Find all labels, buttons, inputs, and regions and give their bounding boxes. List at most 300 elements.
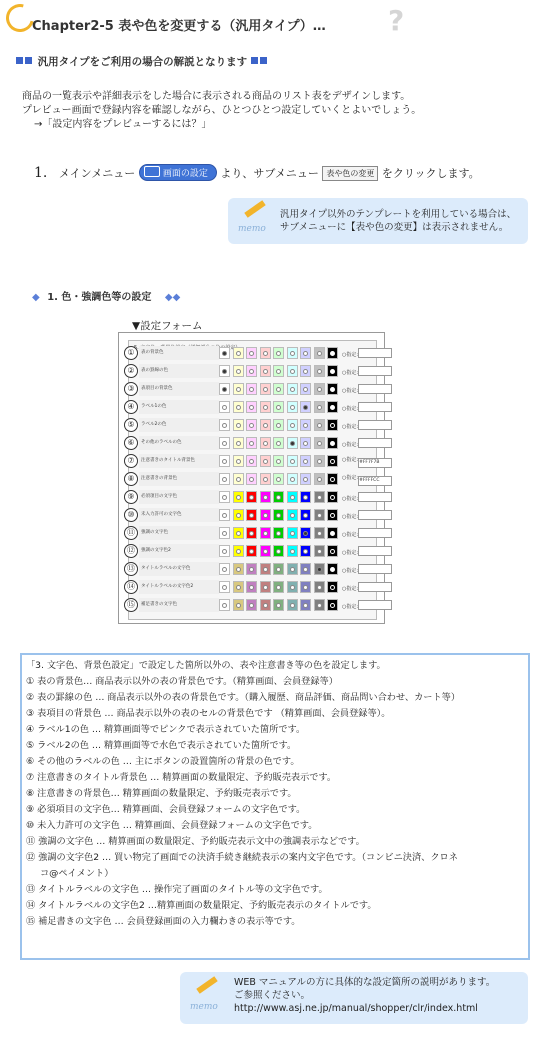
color-swatch-radio[interactable] — [287, 581, 298, 593]
radio-dot-icon — [317, 495, 322, 500]
color-swatch-radio[interactable] — [314, 383, 325, 395]
color-swatch-radio[interactable] — [246, 545, 257, 557]
row-number: ④ — [124, 400, 138, 414]
color-swatch-radio[interactable] — [300, 491, 311, 503]
radio-dot-icon — [330, 603, 335, 608]
radio-dot-icon — [290, 387, 295, 392]
color-swatch-radio[interactable] — [260, 473, 271, 485]
color-swatch-radio[interactable] — [327, 599, 338, 611]
color-swatch-radio[interactable] — [219, 545, 230, 557]
color-swatch-radio[interactable] — [246, 527, 257, 539]
color-swatch-radio[interactable] — [273, 563, 284, 575]
specify-radio-icon[interactable]: ○ — [342, 514, 347, 520]
row-label: ラベル2の色 — [139, 418, 219, 432]
radio-dot-icon — [263, 351, 268, 356]
radio-dot-icon — [290, 603, 295, 608]
memo-text — [280, 208, 516, 234]
color-swatch-radio[interactable] — [327, 581, 338, 593]
color-swatch-radio[interactable] — [287, 545, 298, 557]
color-swatch-radio[interactable] — [327, 527, 338, 539]
color-swatch-radio[interactable] — [287, 509, 298, 521]
radio-dot-icon — [303, 387, 308, 392]
subtitle-text: 汎用タイプをご利用の場合の解説となります — [37, 56, 248, 68]
specify-color-option[interactable] — [342, 564, 392, 574]
color-swatch-radio[interactable] — [273, 455, 284, 467]
memo-line: 汎用タイプ以外のテンプレートを利用している場合は、 — [280, 209, 517, 220]
row-number: ⑭ — [124, 580, 138, 594]
color-code-input[interactable] — [358, 546, 392, 556]
color-swatch-radio[interactable] — [219, 383, 230, 395]
memo-line: サブメニューに【表や色の変更】は表示されません。 — [280, 222, 509, 233]
radio-dot-icon — [330, 405, 335, 410]
row-number: ⑦ — [124, 454, 138, 468]
square-bullet-icon — [16, 57, 23, 64]
color-swatch-radio[interactable] — [233, 455, 244, 467]
square-bullet-icon — [260, 57, 267, 64]
color-setting-row — [127, 526, 385, 541]
color-swatch-radio[interactable] — [327, 365, 338, 377]
pencil-icon — [244, 200, 265, 218]
color-code-input[interactable] — [358, 384, 392, 394]
radio-dot-icon — [222, 585, 227, 590]
color-swatch-radio[interactable] — [260, 491, 271, 503]
color-swatch-radio[interactable] — [246, 581, 257, 593]
color-swatch-radio[interactable] — [314, 419, 325, 431]
color-swatch-radio[interactable] — [219, 419, 230, 431]
color-swatch-radio[interactable] — [300, 347, 311, 359]
radio-dot-icon — [263, 423, 268, 428]
color-swatch-radio[interactable] — [287, 347, 298, 359]
radio-dot-icon — [330, 477, 335, 482]
color-swatch-radio[interactable] — [233, 383, 244, 395]
row-label: 必須項目の文字色 — [139, 490, 219, 504]
color-swatch-radio[interactable] — [300, 437, 311, 449]
radio-dot-icon — [249, 351, 254, 356]
color-swatch-radio[interactable] — [327, 383, 338, 395]
color-swatch-radio[interactable] — [246, 383, 257, 395]
specify-color-option[interactable] — [342, 510, 392, 520]
color-code-input[interactable]: #FFFFCC — [358, 476, 392, 486]
color-swatch-radio[interactable] — [260, 563, 271, 575]
row-number: ⑥ — [124, 436, 138, 450]
color-swatch-radio[interactable] — [327, 473, 338, 485]
color-code-input[interactable] — [358, 492, 392, 502]
color-swatch-radio[interactable] — [260, 545, 271, 557]
radio-dot-icon — [222, 603, 227, 608]
color-swatch-radio[interactable] — [233, 473, 244, 485]
specify-radio-icon[interactable]: ○ — [342, 496, 347, 502]
radio-dot-icon — [222, 351, 227, 356]
color-swatch-radio[interactable] — [300, 365, 311, 377]
specify-color-option[interactable] — [342, 384, 392, 394]
color-swatch-radio[interactable] — [260, 401, 271, 413]
radio-dot-icon — [263, 513, 268, 518]
color-swatch-radio[interactable] — [246, 563, 257, 575]
specify-radio-icon[interactable]: ○ — [342, 352, 347, 358]
color-swatch-radio[interactable] — [300, 455, 311, 467]
color-swatch-radio[interactable] — [327, 545, 338, 557]
specify-color-option[interactable] — [342, 474, 392, 486]
specify-label: 指定: — [346, 457, 359, 463]
color-swatch-radio[interactable] — [327, 401, 338, 413]
color-swatch-radio[interactable] — [287, 491, 298, 503]
color-swatch-radio[interactable] — [246, 437, 257, 449]
notes-item: ⑨ 必須項目の文字色… 精算画面、会員登録フォームの文字色です。 — [26, 804, 306, 815]
radio-dot-icon — [290, 495, 295, 500]
row-label: 表項目の背景色 — [139, 382, 219, 396]
specify-radio-icon[interactable]: ○ — [342, 550, 347, 556]
memo-box — [228, 198, 528, 244]
square-bullet-icon — [25, 57, 32, 64]
color-swatch-radio[interactable] — [260, 365, 271, 377]
specify-radio-icon[interactable]: ○ — [342, 586, 347, 592]
preview-link[interactable]: →「設定内容をプレビューするには？」 — [34, 119, 212, 130]
radio-dot-icon — [276, 603, 281, 608]
radio-dot-icon — [236, 351, 241, 356]
radio-dot-icon — [222, 567, 227, 572]
radio-dot-icon — [236, 441, 241, 446]
color-swatch-radio[interactable] — [314, 437, 325, 449]
color-swatch-radio[interactable] — [314, 455, 325, 467]
specify-radio-icon[interactable]: ○ — [342, 442, 347, 448]
specify-color-option[interactable] — [342, 546, 392, 556]
color-swatch-radio[interactable] — [260, 419, 271, 431]
color-swatch-radio[interactable] — [260, 599, 271, 611]
color-swatch-radio[interactable] — [314, 365, 325, 377]
radio-dot-icon — [236, 585, 241, 590]
specify-radio-icon[interactable]: ○ — [342, 424, 347, 430]
color-swatch-radio[interactable] — [260, 509, 271, 521]
radio-dot-icon — [249, 585, 254, 590]
specify-radio-icon[interactable]: ○ — [342, 457, 347, 463]
specify-label: 指定: — [346, 370, 359, 376]
color-swatch-radio[interactable] — [246, 509, 257, 521]
color-swatch-radio[interactable] — [219, 473, 230, 485]
color-swatch-radio[interactable] — [300, 545, 311, 557]
color-swatch-radio[interactable] — [260, 437, 271, 449]
notes-item: ⑩ 未入力許可の文字色 … 精算画面、会員登録フォームの文字色です。 — [26, 820, 318, 831]
radio-dot-icon — [317, 423, 322, 428]
color-swatch-radio[interactable] — [233, 401, 244, 413]
specify-radio-icon[interactable]: ○ — [342, 532, 347, 538]
color-swatch-radio[interactable] — [300, 473, 311, 485]
radio-dot-icon — [276, 387, 281, 392]
color-swatch-radio[interactable] — [273, 365, 284, 377]
specify-color-option[interactable] — [342, 456, 392, 468]
radio-dot-icon — [317, 459, 322, 464]
row-number: ⑫ — [124, 544, 138, 558]
color-swatch-radio[interactable] — [314, 599, 325, 611]
intro-line: 商品の一覧表示や詳細表示をした場合に表示される商品のリスト表をデザインします。 — [22, 91, 411, 102]
color-swatch-radio[interactable] — [233, 581, 244, 593]
color-swatch-radio[interactable] — [314, 563, 325, 575]
specify-color-option[interactable] — [342, 420, 392, 430]
color-swatch-radio[interactable] — [273, 599, 284, 611]
specify-radio-icon[interactable]: ○ — [342, 475, 347, 481]
color-code-input[interactable] — [358, 402, 392, 412]
color-swatch-radio[interactable] — [233, 491, 244, 503]
color-swatch-radio[interactable] — [273, 383, 284, 395]
radio-dot-icon — [303, 531, 308, 536]
radio-dot-icon — [303, 423, 308, 428]
color-swatch-radio[interactable] — [314, 401, 325, 413]
row-label: タイトルラベルの文字色2 — [139, 580, 219, 594]
color-swatch-radio[interactable] — [273, 437, 284, 449]
color-swatch-radio[interactable] — [287, 473, 298, 485]
color-swatch-radio[interactable] — [233, 437, 244, 449]
color-swatch-radio[interactable] — [327, 509, 338, 521]
radio-dot-icon — [317, 531, 322, 536]
color-swatch-radio[interactable] — [219, 437, 230, 449]
radio-dot-icon — [303, 495, 308, 500]
specify-label: 指定: — [346, 424, 359, 430]
manual-url-link[interactable]: http://www.asj.ne.jp/manual/shopper/clr/index.html — [234, 1003, 478, 1014]
color-swatch-radio[interactable] — [273, 491, 284, 503]
radio-dot-icon — [317, 351, 322, 356]
color-swatch-radio[interactable] — [233, 347, 244, 359]
specify-color-option[interactable] — [342, 366, 392, 376]
menu-button-screen-settings[interactable] — [139, 164, 217, 181]
color-swatch-radio[interactable] — [219, 599, 230, 611]
color-swatch-radio[interactable] — [246, 365, 257, 377]
color-setting-row — [127, 364, 385, 379]
color-code-input[interactable] — [358, 564, 392, 574]
color-swatch-radio[interactable] — [233, 599, 244, 611]
memo-line: WEB マニュアルの方に具体的な設定箇所の説明があります。 — [234, 977, 496, 988]
specify-color-option[interactable] — [342, 528, 392, 538]
screen-icon — [144, 166, 160, 177]
color-swatch-radio[interactable] — [287, 563, 298, 575]
specify-label: 指定: — [346, 388, 359, 394]
color-swatch-radio[interactable] — [287, 383, 298, 395]
specify-radio-icon[interactable]: ○ — [342, 568, 347, 574]
color-setting-row — [127, 472, 385, 487]
specify-label: 指定: — [346, 586, 359, 592]
specify-color-option[interactable] — [342, 438, 392, 448]
color-swatch-radio[interactable] — [260, 581, 271, 593]
color-swatch-radio[interactable] — [300, 419, 311, 431]
color-swatch-radio[interactable] — [273, 509, 284, 521]
color-swatch-radio[interactable] — [273, 581, 284, 593]
color-swatch-radio[interactable] — [314, 581, 325, 593]
color-code-input[interactable] — [358, 420, 392, 430]
color-swatch-radio[interactable] — [233, 365, 244, 377]
radio-dot-icon — [330, 585, 335, 590]
radio-dot-icon — [317, 387, 322, 392]
radio-dot-icon — [222, 423, 227, 428]
color-swatch-radio[interactable] — [314, 509, 325, 521]
color-swatch-radio[interactable] — [314, 545, 325, 557]
row-label: 強調の文字色 — [139, 526, 219, 540]
color-swatch-radio[interactable] — [287, 437, 298, 449]
specify-color-option[interactable] — [342, 582, 392, 592]
color-swatch-radio[interactable] — [273, 401, 284, 413]
color-swatch-radio[interactable] — [287, 419, 298, 431]
radio-dot-icon — [222, 441, 227, 446]
color-swatch-radio[interactable] — [219, 455, 230, 467]
color-swatch-radio[interactable] — [246, 473, 257, 485]
radio-dot-icon — [330, 369, 335, 374]
radio-dot-icon — [290, 477, 295, 482]
radio-dot-icon — [236, 567, 241, 572]
memo-box — [180, 972, 528, 1024]
color-swatch-radio[interactable] — [287, 401, 298, 413]
color-swatch-radio[interactable] — [219, 491, 230, 503]
color-swatch-radio[interactable] — [300, 401, 311, 413]
color-swatch-radio[interactable] — [260, 455, 271, 467]
radio-dot-icon — [236, 423, 241, 428]
color-swatch-radio[interactable] — [233, 419, 244, 431]
color-swatch-radio[interactable] — [246, 491, 257, 503]
specify-radio-icon[interactable]: ○ — [342, 406, 347, 412]
color-swatch-radio[interactable] — [260, 527, 271, 539]
radio-dot-icon — [276, 549, 281, 554]
color-swatch-radio[interactable] — [273, 545, 284, 557]
notes-item: ⑫ 強調の文字色2 … 買い物完了画面での決済手続き継続表示の案内文字色です。（コンビニ決済、クロネ — [26, 852, 458, 863]
color-swatch-radio[interactable] — [233, 509, 244, 521]
radio-dot-icon — [290, 585, 295, 590]
radio-dot-icon — [236, 495, 241, 500]
color-swatch-radio[interactable] — [260, 347, 271, 359]
color-code-input[interactable] — [358, 582, 392, 592]
row-number: ② — [124, 364, 138, 378]
radio-dot-icon — [303, 513, 308, 518]
color-setting-row — [127, 508, 385, 523]
radio-dot-icon — [290, 459, 295, 464]
color-code-input[interactable] — [358, 438, 392, 448]
radio-dot-icon — [236, 387, 241, 392]
row-label: 注意書きの背景色 — [139, 472, 219, 486]
color-setting-row — [127, 544, 385, 559]
radio-dot-icon — [276, 567, 281, 572]
radio-dot-icon — [330, 567, 335, 572]
color-swatch-radio[interactable] — [273, 527, 284, 539]
radio-dot-icon — [249, 513, 254, 518]
color-swatch-radio[interactable] — [246, 455, 257, 467]
step-text: をクリックします。 — [381, 167, 480, 180]
radio-dot-icon — [222, 477, 227, 482]
color-swatch-radio[interactable] — [300, 599, 311, 611]
submenu-button-table-color[interactable]: 表や色の変更 — [322, 166, 378, 181]
radio-dot-icon — [236, 405, 241, 410]
color-swatch-radio[interactable] — [287, 365, 298, 377]
radio-dot-icon — [222, 531, 227, 536]
color-swatch-radio[interactable] — [233, 563, 244, 575]
color-swatch-radio[interactable] — [246, 599, 257, 611]
radio-dot-icon — [249, 495, 254, 500]
color-swatch-radio[interactable] — [300, 527, 311, 539]
color-swatch-radio[interactable] — [287, 599, 298, 611]
row-number: ⑮ — [124, 598, 138, 612]
memo-text — [234, 976, 495, 1015]
specify-label: 指定: — [346, 568, 359, 574]
subtitle — [16, 54, 269, 69]
color-swatch-radio[interactable] — [246, 401, 257, 413]
color-code-input[interactable] — [358, 366, 392, 376]
color-swatch-radio[interactable] — [300, 581, 311, 593]
radio-dot-icon — [317, 585, 322, 590]
color-swatch-radio[interactable] — [233, 527, 244, 539]
color-swatch-radio[interactable] — [287, 455, 298, 467]
specify-radio-icon[interactable]: ○ — [342, 604, 347, 610]
color-swatch-radio[interactable] — [327, 455, 338, 467]
color-setting-row — [127, 400, 385, 415]
color-setting-row — [127, 562, 385, 577]
color-swatch-radio[interactable] — [300, 563, 311, 575]
notes-item: ① 表の背景色… 商品表示以外の表の背景色です。（精算画面、会員登録等） — [26, 676, 338, 687]
color-swatch-radio[interactable] — [219, 347, 230, 359]
radio-dot-icon — [263, 369, 268, 374]
row-label: 強調の文字色2 — [139, 544, 219, 558]
specify-label: 指定: — [346, 514, 359, 520]
color-swatch-radio[interactable] — [287, 527, 298, 539]
color-setting-row — [127, 436, 385, 451]
radio-dot-icon — [276, 423, 281, 428]
radio-dot-icon — [249, 477, 254, 482]
specify-radio-icon[interactable]: ○ — [342, 388, 347, 394]
color-code-input[interactable]: #FF7F7B — [358, 458, 392, 468]
color-swatch-radio[interactable] — [233, 545, 244, 557]
radio-dot-icon — [276, 369, 281, 374]
color-code-input[interactable] — [358, 528, 392, 538]
color-swatch-radio[interactable] — [219, 527, 230, 539]
color-swatch-radio[interactable] — [314, 527, 325, 539]
color-swatch-radio[interactable] — [219, 365, 230, 377]
color-swatch-radio[interactable] — [300, 383, 311, 395]
specify-color-option[interactable] — [342, 492, 392, 502]
color-swatch-radio[interactable] — [327, 419, 338, 431]
specify-color-option[interactable] — [342, 402, 392, 412]
specify-radio-icon[interactable]: ○ — [342, 370, 347, 376]
color-swatch-radio[interactable] — [246, 419, 257, 431]
radio-dot-icon — [222, 369, 227, 374]
color-swatch-radio[interactable] — [219, 581, 230, 593]
color-swatch-radio[interactable] — [273, 347, 284, 359]
specify-color-option[interactable] — [342, 600, 392, 610]
color-swatch-radio[interactable] — [300, 509, 311, 521]
color-swatch-radio[interactable] — [273, 473, 284, 485]
radio-dot-icon — [222, 405, 227, 410]
radio-dot-icon — [222, 459, 227, 464]
color-swatch-radio[interactable] — [327, 347, 338, 359]
radio-dot-icon — [290, 405, 295, 410]
notes-item: ⑦ 注意書きのタイトル背景色 … 精算画面の数量限定、予約販売表示です。 — [26, 772, 337, 783]
color-swatch-radio[interactable] — [219, 563, 230, 575]
radio-dot-icon — [236, 477, 241, 482]
color-swatch-radio[interactable] — [246, 347, 257, 359]
specify-label: 指定: — [346, 604, 359, 610]
color-swatch-radio[interactable] — [219, 509, 230, 521]
radio-dot-icon — [276, 513, 281, 518]
color-swatch-radio[interactable] — [260, 383, 271, 395]
color-code-input[interactable] — [358, 600, 392, 610]
specify-color-option[interactable] — [342, 348, 392, 358]
color-setting-row — [127, 598, 385, 613]
color-swatch-radio[interactable] — [273, 419, 284, 431]
color-swatch-radio[interactable] — [219, 401, 230, 413]
color-swatch-radio[interactable] — [314, 473, 325, 485]
color-swatch-radio[interactable] — [314, 491, 325, 503]
color-swatch-radio[interactable] — [327, 563, 338, 575]
color-swatch-radio[interactable] — [327, 437, 338, 449]
color-code-input[interactable] — [358, 510, 392, 520]
color-swatch-radio[interactable] — [327, 491, 338, 503]
row-number: ⑤ — [124, 418, 138, 432]
color-code-input[interactable] — [358, 348, 392, 358]
radio-dot-icon — [330, 441, 335, 446]
color-swatch-radio[interactable] — [314, 347, 325, 359]
radio-dot-icon — [222, 549, 227, 554]
